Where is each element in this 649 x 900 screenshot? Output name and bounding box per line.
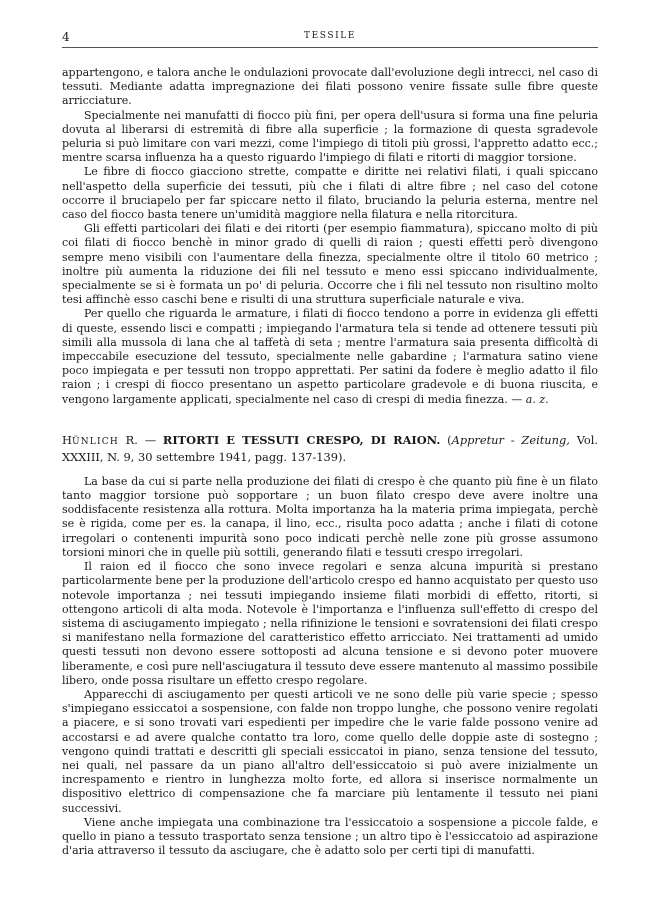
author-signature: a. z.: [525, 392, 549, 406]
author-initial: H: [62, 432, 72, 447]
paragraph: appartengono, e talora anche le ondulazioni provocate dall'evoluzione degli intrecci, nel caso di tessuti. Mediante adatta impregnazione dei filati possono venire fissate sulle fibre queste arricciature.: [62, 66, 598, 108]
running-head: [62, 30, 598, 46]
paragraph: Il raion ed il fiocco che sono invece regolari e senza alcuna impurità si prestano particolarmente bene per la produzione dell'articolo crespo ed hanno acquistato per questo uso notevole importanza ; nei tessuti impiegando insieme filati morbidi di effetto, ritorti, si ottengono articoli di alta moda. Notevole è l'importanza e l'influenza sull'effetto di crespo del sistema di asciugamento impiegato ; nella rifinizione le tensioni e sovratensioni dei filati crespo si manifestano nella formazione del caratteristico effetto arricciato. Nei trattamenti ad umido questi tessuti non devono essere sottoposti ad alcuna tensione e si devono poter muovere liberamente, e così pure nell'asciugatura il tessuto deve essere mantenuto al massimo possibile libero, onde possa risultare un effetto crespo regolare.: [62, 560, 598, 687]
section-continued-article: [62, 66, 598, 407]
paragraph: Apparecchi di asciugamento per questi articoli ve ne sono delle più varie specie ; spesso s'impiegano essiccatoi a sospensione, con falde non troppo lunghe, che possono venire regolati a piacere, e si sono trovati vari espedienti per impedire che le varie falde possono venire ad accostarsi e ad avere qualche contatto tra loro, come quello delle doppie aste di sostegno ; vengono quindi trattati e descritti gli speciali essiccatoi in piano, senza tensione del tessuto, nei quali, nel passare da un piano all'altro dell'essiccatoio si può avere inizialmente un increspamento e rientro in lunghezza molto forte, ed allora si inserisce normalmente un dispositivo elettrico di compensazione che fa marciare più lentamente il tessuto nei piani successivi.: [62, 687, 598, 815]
citation-details: Vol. XXXIII, N. 9, 30 settembre 1941, pagg. 137-139).: [62, 432, 598, 464]
paragraph-text: Per quello che riguarda le armature, i filati di fiocco tendono a porre in evidenza gli effetti di queste, essendo lisci e compatti ; impiegando l'armatura tela si tende ad ottenere tessuti più simili alla mussola di lana che al taffetà di seta ; mentre l'armatura saia presenta difficoltà di impeccabile esecuzione del tessuto, specialmente nelle gabardine ; l'armatura satino viene poco impiegata e per tessuti non troppo apprettati. Per satini da fodere è meglio adatto il filo raion ; i crespi di fiocco presentano un aspetto particolare gradevole e di buona riuscita, e vengono largamente applicati, specialmente nel caso di crespi di media finezza. —: [62, 307, 598, 406]
article-title: RITORTI E TESSUTI CRESPO, DI RAION.: [162, 432, 441, 447]
paragraph: Le fibre di fiocco giacciono strette, compatte e diritte nei relativi filati, i quali spiccano nell'aspetto della superficie dei tessuti, più che i filati di altre fibre ; nel caso del cotone occorre il bruciapelo per far spiccare netto il filato, bruciando la peluria esterna, mentre nel caso del fiocco basta tenere un'umidità maggiore nella filatura e nella ritorcitura.: [62, 165, 598, 222]
author-name: [62, 433, 119, 447]
paragraph-with-signature: [62, 307, 598, 406]
author-firstname: R. —: [118, 432, 163, 447]
author-surname: ÜNLICH: [71, 436, 119, 447]
paragraph: Gli effetti particolari dei filati e dei ritorti (per esempio fiammatura), spiccano molto di più coi filati di fiocco benchè in minor grado di quelli di raion ; questi effetti però divengono sempre meno visibili con l'aumentare della finezza, specialmente oltre il titolo 60 metrico ; inoltre più aumenta la riduzione dei fili nel tessuto e meno essi spiccano individualmente, specialmente se si è formata un po' di peluria. Occorre che i fili nel tessuto non risultino molto tesi affinchè esso caschi bene e risulti di una struttura superficiale naturale e viva.: [62, 222, 598, 307]
paragraph: Viene anche impiegata una combinazione tra l'essiccatoio a sospensione a piccole falde, e quello in piano a tessuto trasportato senza tensione ; un altro tipo è l'essiccatoio ad aspirazione d'aria attraverso il tessuto da asciugare, che è adatto solo per certi tipi di manufatti.: [62, 815, 598, 858]
body-text: [62, 66, 598, 858]
header-rule: [62, 47, 598, 48]
section-gap: [62, 407, 598, 433]
article-header: [62, 433, 598, 465]
source-open: (: [440, 432, 452, 447]
page-number: 4: [62, 30, 70, 44]
journal-name: Appretur - Zeitung,: [451, 432, 570, 447]
section-article-body: [62, 475, 598, 858]
paragraph: Specialmente nei manufatti di fiocco più fini, per opera dell'usura si forma una fine peluria dovuta al liberarsi di estremità di fibre alla superficie ; la formazione di questa sgradevole peluria si può limitare con vari mezzi, come l'impiego di titoli più grossi, l'appretto adatto ecc.; mentre scarsa influenza ha a questo riguardo l'impiego di filati e ritorti di maggior torsione.: [62, 108, 598, 165]
running-head-title: TESSILE: [303, 31, 357, 41]
page: [62, 30, 598, 858]
paragraph: La base da cui si parte nella produzione dei filati di crespo è che quanto più fine è un filato tanto maggior torsione può sopportare ; un buon filato crespo deve avere inoltre una soddisfacente resistenza alla rottura. Molta importanza ha la materia prima impiegata, perchè se è rigida, come per es. la canapa, il lino, ecc., risulta poco adatta ; anche i filati di cotone irregolari o contenenti impurità sono poco indicati perchè nelle zone più grosse assumono torsioni minori che in quelle più sottili, generando filati e tessuti crespo irregolari.: [62, 474, 598, 559]
